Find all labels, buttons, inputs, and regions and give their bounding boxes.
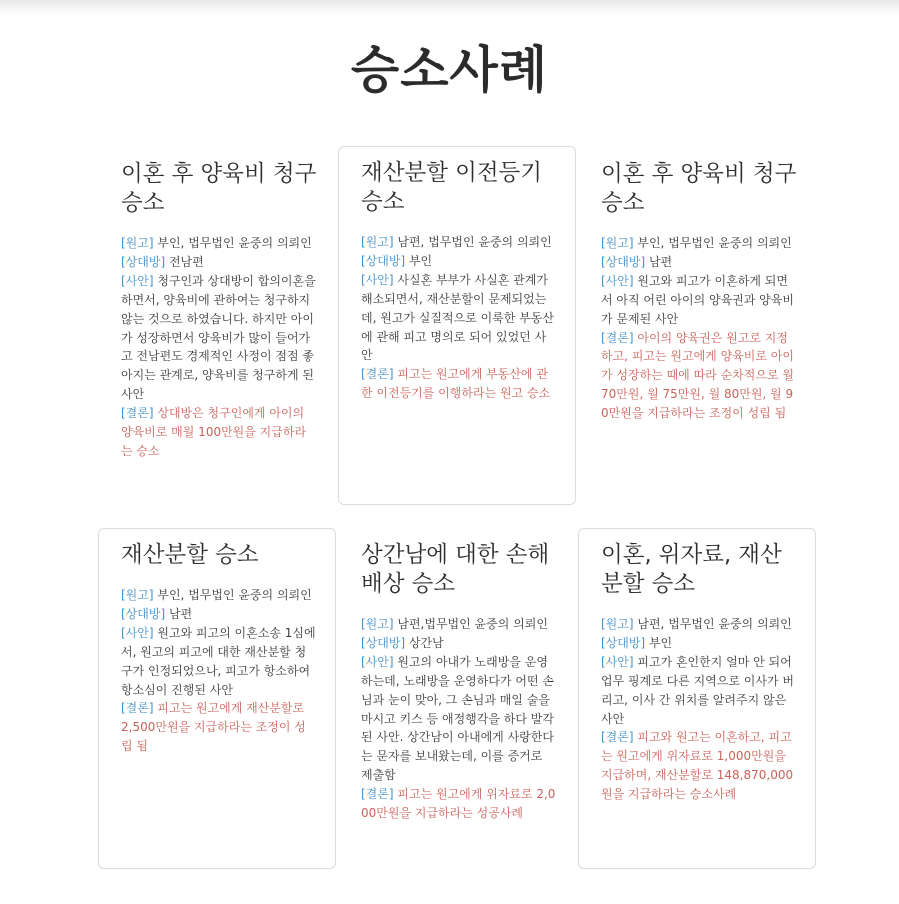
case-card[interactable] bbox=[338, 146, 576, 505]
case-label: [사안] bbox=[361, 272, 394, 287]
opponent-value: 남편 bbox=[165, 606, 193, 621]
case-title: 이혼 후 양육비 청구 승소 bbox=[601, 161, 797, 216]
header-shadow bbox=[0, 0, 899, 16]
plaintiff-label: [원고] bbox=[361, 235, 394, 249]
plaintiff-value: 부인, 법무법인 윤중의 의뢰인 bbox=[633, 236, 792, 250]
opponent-label: [상대방] bbox=[601, 254, 646, 269]
plaintiff-label: [원고] bbox=[601, 617, 634, 631]
result-value: 상대방은 청구인에게 아이의 양육비로 매월 100만원을 지급하라는 승소 bbox=[121, 406, 307, 458]
result-row bbox=[601, 329, 797, 424]
result-value: 피고는 원고에게 위자료로 2,000만원을 지급하라는 성공사례 bbox=[361, 787, 556, 821]
plaintiff-row bbox=[601, 615, 797, 634]
opponent-row bbox=[121, 253, 317, 272]
opponent-row bbox=[361, 634, 557, 653]
opponent-row bbox=[601, 253, 797, 272]
case-row bbox=[361, 653, 557, 785]
result-label: [결론] bbox=[601, 730, 634, 745]
plaintiff-label: [원고] bbox=[361, 617, 394, 631]
opponent-row bbox=[601, 634, 797, 653]
opponent-label: [상대방] bbox=[361, 635, 406, 650]
plaintiff-row bbox=[121, 586, 317, 605]
result-label: [결론] bbox=[361, 367, 394, 382]
result-label: [결론] bbox=[121, 406, 154, 421]
opponent-label: [상대방] bbox=[121, 606, 166, 621]
plaintiff-row bbox=[121, 234, 317, 253]
case-label: [사안] bbox=[361, 654, 394, 669]
opponent-value: 남편 bbox=[645, 254, 673, 269]
case-title: 재산분할 이전등기 승소 bbox=[361, 160, 543, 215]
result-row bbox=[121, 404, 317, 461]
case-value: 원고의 아내가 노래방을 운영하는데, 노래방을 운영하다가 어떤 손님과 눈이 맞아, 그 손님과 매일 술을 마시고 키스 등 애정행각을 하다 발각된 사안. 상간남이 아내에게 사랑한다는 문자를 보내왔는데, 이를 증거로 제출함 bbox=[361, 654, 554, 783]
result-label: [결론] bbox=[121, 701, 154, 716]
case-value: 청구인과 상대방이 합의이혼을 하면서, 양육비에 관하여는 청구하지 않는 것으로 하였습니다. 하지만 아이가 성장하면서 양육비가 많이 들어가고 전남편도 경제적인 사정이 점점 좋아지는 관계로, 양육비를 청구하게 된 사안 bbox=[121, 273, 316, 402]
case-card[interactable] bbox=[338, 528, 576, 869]
plaintiff-label: [원고] bbox=[601, 236, 634, 250]
opponent-row bbox=[361, 252, 557, 271]
result-label: [결론] bbox=[361, 787, 394, 802]
case-row bbox=[601, 653, 797, 729]
opponent-label: [상대방] bbox=[361, 253, 406, 268]
case-value: 피고가 혼인한지 얼마 안 되어 업무 핑계로 다른 지역으로 이사가 버리고, 이사 간 위치를 알려주지 않은 사안 bbox=[601, 654, 794, 726]
plaintiff-value: 남편, 법무법인 윤중의 의뢰인 bbox=[393, 235, 552, 249]
case-row bbox=[361, 271, 557, 366]
case-label: [사안] bbox=[121, 625, 154, 640]
opponent-value: 상간남 bbox=[405, 635, 444, 650]
plaintiff-label: [원고] bbox=[121, 236, 154, 250]
result-value: 피고는 원고에게 부동산에 관한 이전등기를 이행하라는 원고 승소 bbox=[361, 367, 551, 401]
result-label: [결론] bbox=[601, 330, 634, 345]
plaintiff-row bbox=[361, 615, 557, 634]
plaintiff-value: 부인, 법무법인 윤중의 의뢰인 bbox=[153, 236, 312, 250]
result-row bbox=[361, 785, 557, 823]
opponent-value: 부인 bbox=[645, 635, 673, 650]
opponent-label: [상대방] bbox=[121, 254, 166, 269]
opponent-value: 부인 bbox=[405, 253, 433, 268]
case-card[interactable] bbox=[578, 147, 816, 505]
case-title: 이혼 후 양육비 청구 승소 bbox=[121, 161, 317, 216]
page-title: 승소사례 bbox=[350, 41, 549, 99]
result-row bbox=[361, 365, 557, 403]
case-card[interactable] bbox=[578, 528, 816, 869]
case-row bbox=[601, 272, 797, 329]
result-row bbox=[121, 699, 317, 756]
case-card[interactable] bbox=[98, 528, 336, 869]
case-card[interactable] bbox=[98, 147, 336, 505]
case-label: [사안] bbox=[601, 273, 634, 288]
plaintiff-label: [원고] bbox=[121, 588, 154, 602]
result-row bbox=[601, 728, 797, 804]
case-label: [사안] bbox=[601, 654, 634, 669]
case-row bbox=[121, 624, 317, 700]
result-value: 피고는 원고에게 재산분할로 2,500만원을 지급하라는 조정이 성립 됨 bbox=[121, 701, 306, 754]
opponent-row bbox=[121, 605, 317, 624]
case-title: 상간남에 대한 손해배상 승소 bbox=[361, 542, 550, 597]
case-row bbox=[121, 272, 317, 404]
result-value: 아이의 양육권은 원고로 지정하고, 피고는 원고에게 양육비로 아이가 성장하는 때에 따라 순차적으로 월 70만원, 월 75만원, 월 80만원, 월 90만원을 지급하라는 조정이 성립 됨 bbox=[601, 330, 794, 421]
plaintiff-row bbox=[601, 234, 797, 253]
plaintiff-value: 부인, 법무법인 윤중의 의뢰인 bbox=[153, 588, 312, 602]
case-value: 원고와 피고의 이혼소송 1심에서, 원고의 피고에 대한 재산분할 청구가 인정되었으나, 피고가 항소하여 항소심이 진행된 사안 bbox=[121, 625, 316, 697]
plaintiff-row bbox=[361, 233, 557, 252]
case-value: 원고와 피고가 이혼하게 되면서 아직 어린 아이의 양육권과 양육비가 문제된 사안 bbox=[601, 273, 794, 326]
plaintiff-value: 남편,법무법인 윤중의 의뢰인 bbox=[393, 617, 548, 631]
case-value: 사실혼 부부가 사실혼 관계가 해소되면서, 재산분할이 문제되었는데, 원고가 실질적으로 이룩한 부동산에 관해 피고 명의로 되어 있었던 사안 bbox=[361, 272, 554, 363]
opponent-value: 전남편 bbox=[165, 254, 204, 269]
opponent-label: [상대방] bbox=[601, 635, 646, 650]
case-title: 재산분할 승소 bbox=[121, 542, 259, 568]
plaintiff-value: 남편, 법무법인 윤중의 의뢰인 bbox=[633, 617, 792, 631]
result-value: 피고와 원고는 이혼하고, 피고는 원고에게 위자료로 1,000만원을 지급하며, 재산분할로 148,870,000원을 지급하라는 승소사례 bbox=[601, 730, 794, 802]
case-title: 이혼, 위자료, 재산분할 승소 bbox=[601, 542, 782, 597]
case-label: [사안] bbox=[121, 273, 154, 288]
